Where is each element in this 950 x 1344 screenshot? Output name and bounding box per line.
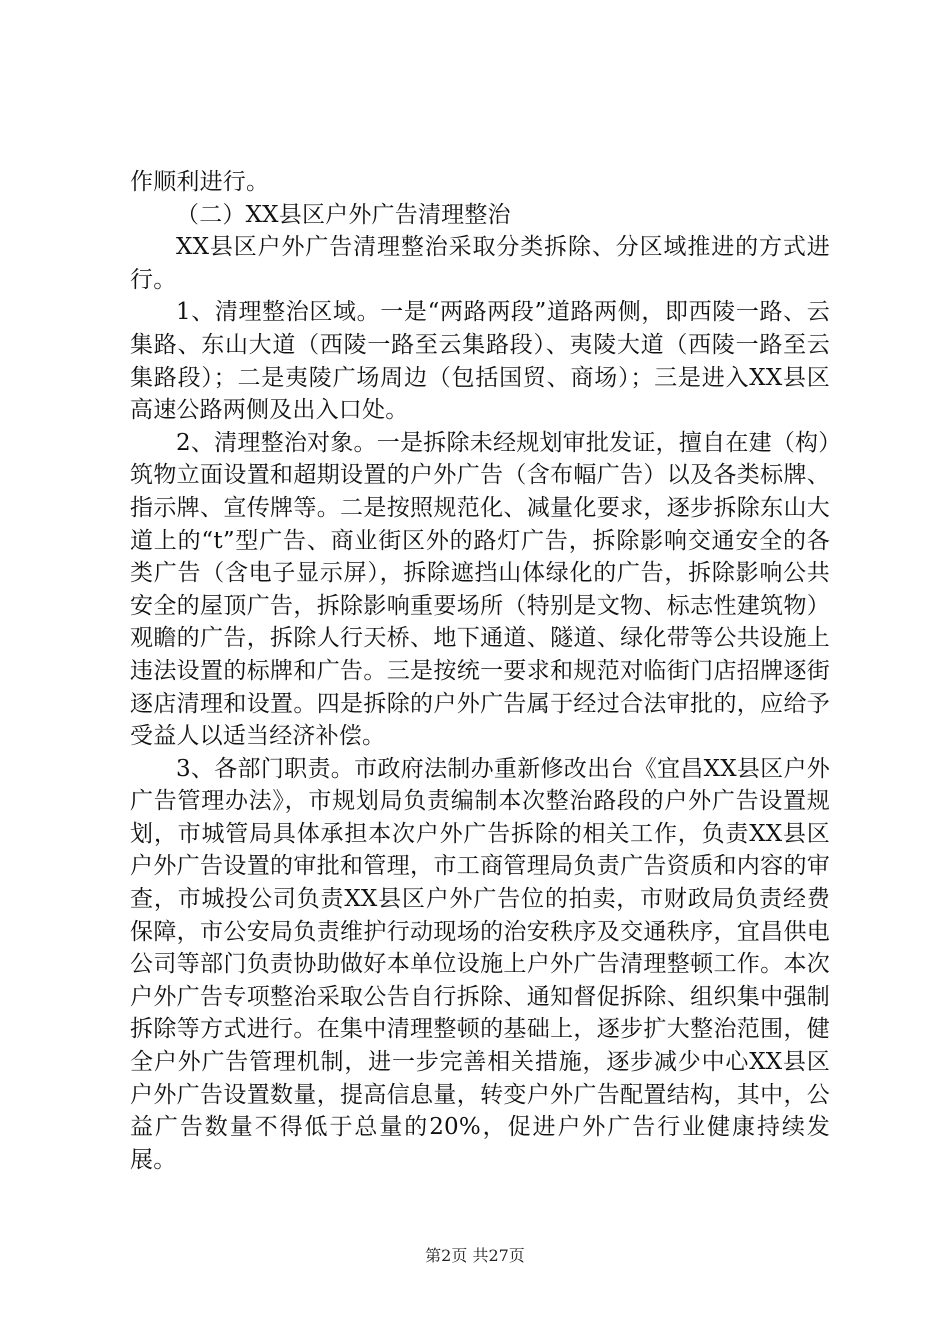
page-number: 第2页 共27页 bbox=[425, 1246, 525, 1265]
paragraph-targets: 2、清理整治对象。一是拆除未经规划审批发证，擅自在建（构）筑物立面设置和超期设置的户外广告（含布幅广告）以及各类标牌、指示牌、宣传牌等。二是按照规范化、减量化要求，逐步拆除东山大道上的“t”型广告、商业街区外的路灯广告，拆除影响交通安全的各类广告（含电子显示屏），拆除遮挡山体绿化的广告，拆除影响公共安全的屋顶广告，拆除影响重要场所（特别是文物、标志性建筑物）观瞻的广告，拆除人行天桥、地下通道、隧道、绿化带等公共设施上违法设置的标牌和广告。三是按统一要求和规范对临街门店招牌逐街逐店清理和设置。四是拆除的户外广告属于经过合法审批的，应给予受益人以适当经济补偿。 bbox=[130, 429, 830, 750]
paragraph-area: 1、清理整治区域。一是“两路两段”道路两侧，即西陵一路、云集路、东山大道（西陵一路至云集路段）、夷陵大道（西陵一路至云集路段）；二是夷陵广场周边（包括国贸、商场）；三是进入XX县区高速公路两侧及出入口处。 bbox=[130, 299, 830, 424]
paragraph-duties: 3、各部门职责。市政府法制办重新修改出台《宜昌XX县区户外广告管理办法》，市规划局负责编制本次整治路段的户外广告设置规划，市城管局具体承担本次户外广告拆除的相关工作，负责XX县区户外广告设置的审批和管理，市工商管理局负责广告资质和内容的审查，市城投公司负责XX县区户外广告位的拍卖，市财政局负责经费保障，市公安局负责维护行动现场的治安秩序及交通秩序，宜昌供电公司等部门负责协助做好本单位设施上户外广告清理整顿工作。本次户外广告专项整治采取公告自行拆除、通知督促拆除、组织集中强制拆除等方式进行。在集中清理整顿的基础上，逐步扩大整治范围，健全户外广告管理机制，进一步完善相关措施，逐步减少中心XX县区户外广告设置数量，提高信息量，转变户外广告配置结构，其中，公益广告数量不得低于总量的20%，促进户外广告行业健康持续发展。 bbox=[130, 755, 830, 1173]
document-body bbox=[130, 166, 830, 1176]
paragraph-continuation: 作顺利进行。 bbox=[130, 169, 270, 195]
paragraph-intro: XX县区户外广告清理整治采取分类拆除、分区域推进的方式进行。 bbox=[130, 234, 830, 293]
section-heading: （二）XX县区户外广告清理整治 bbox=[176, 201, 511, 228]
